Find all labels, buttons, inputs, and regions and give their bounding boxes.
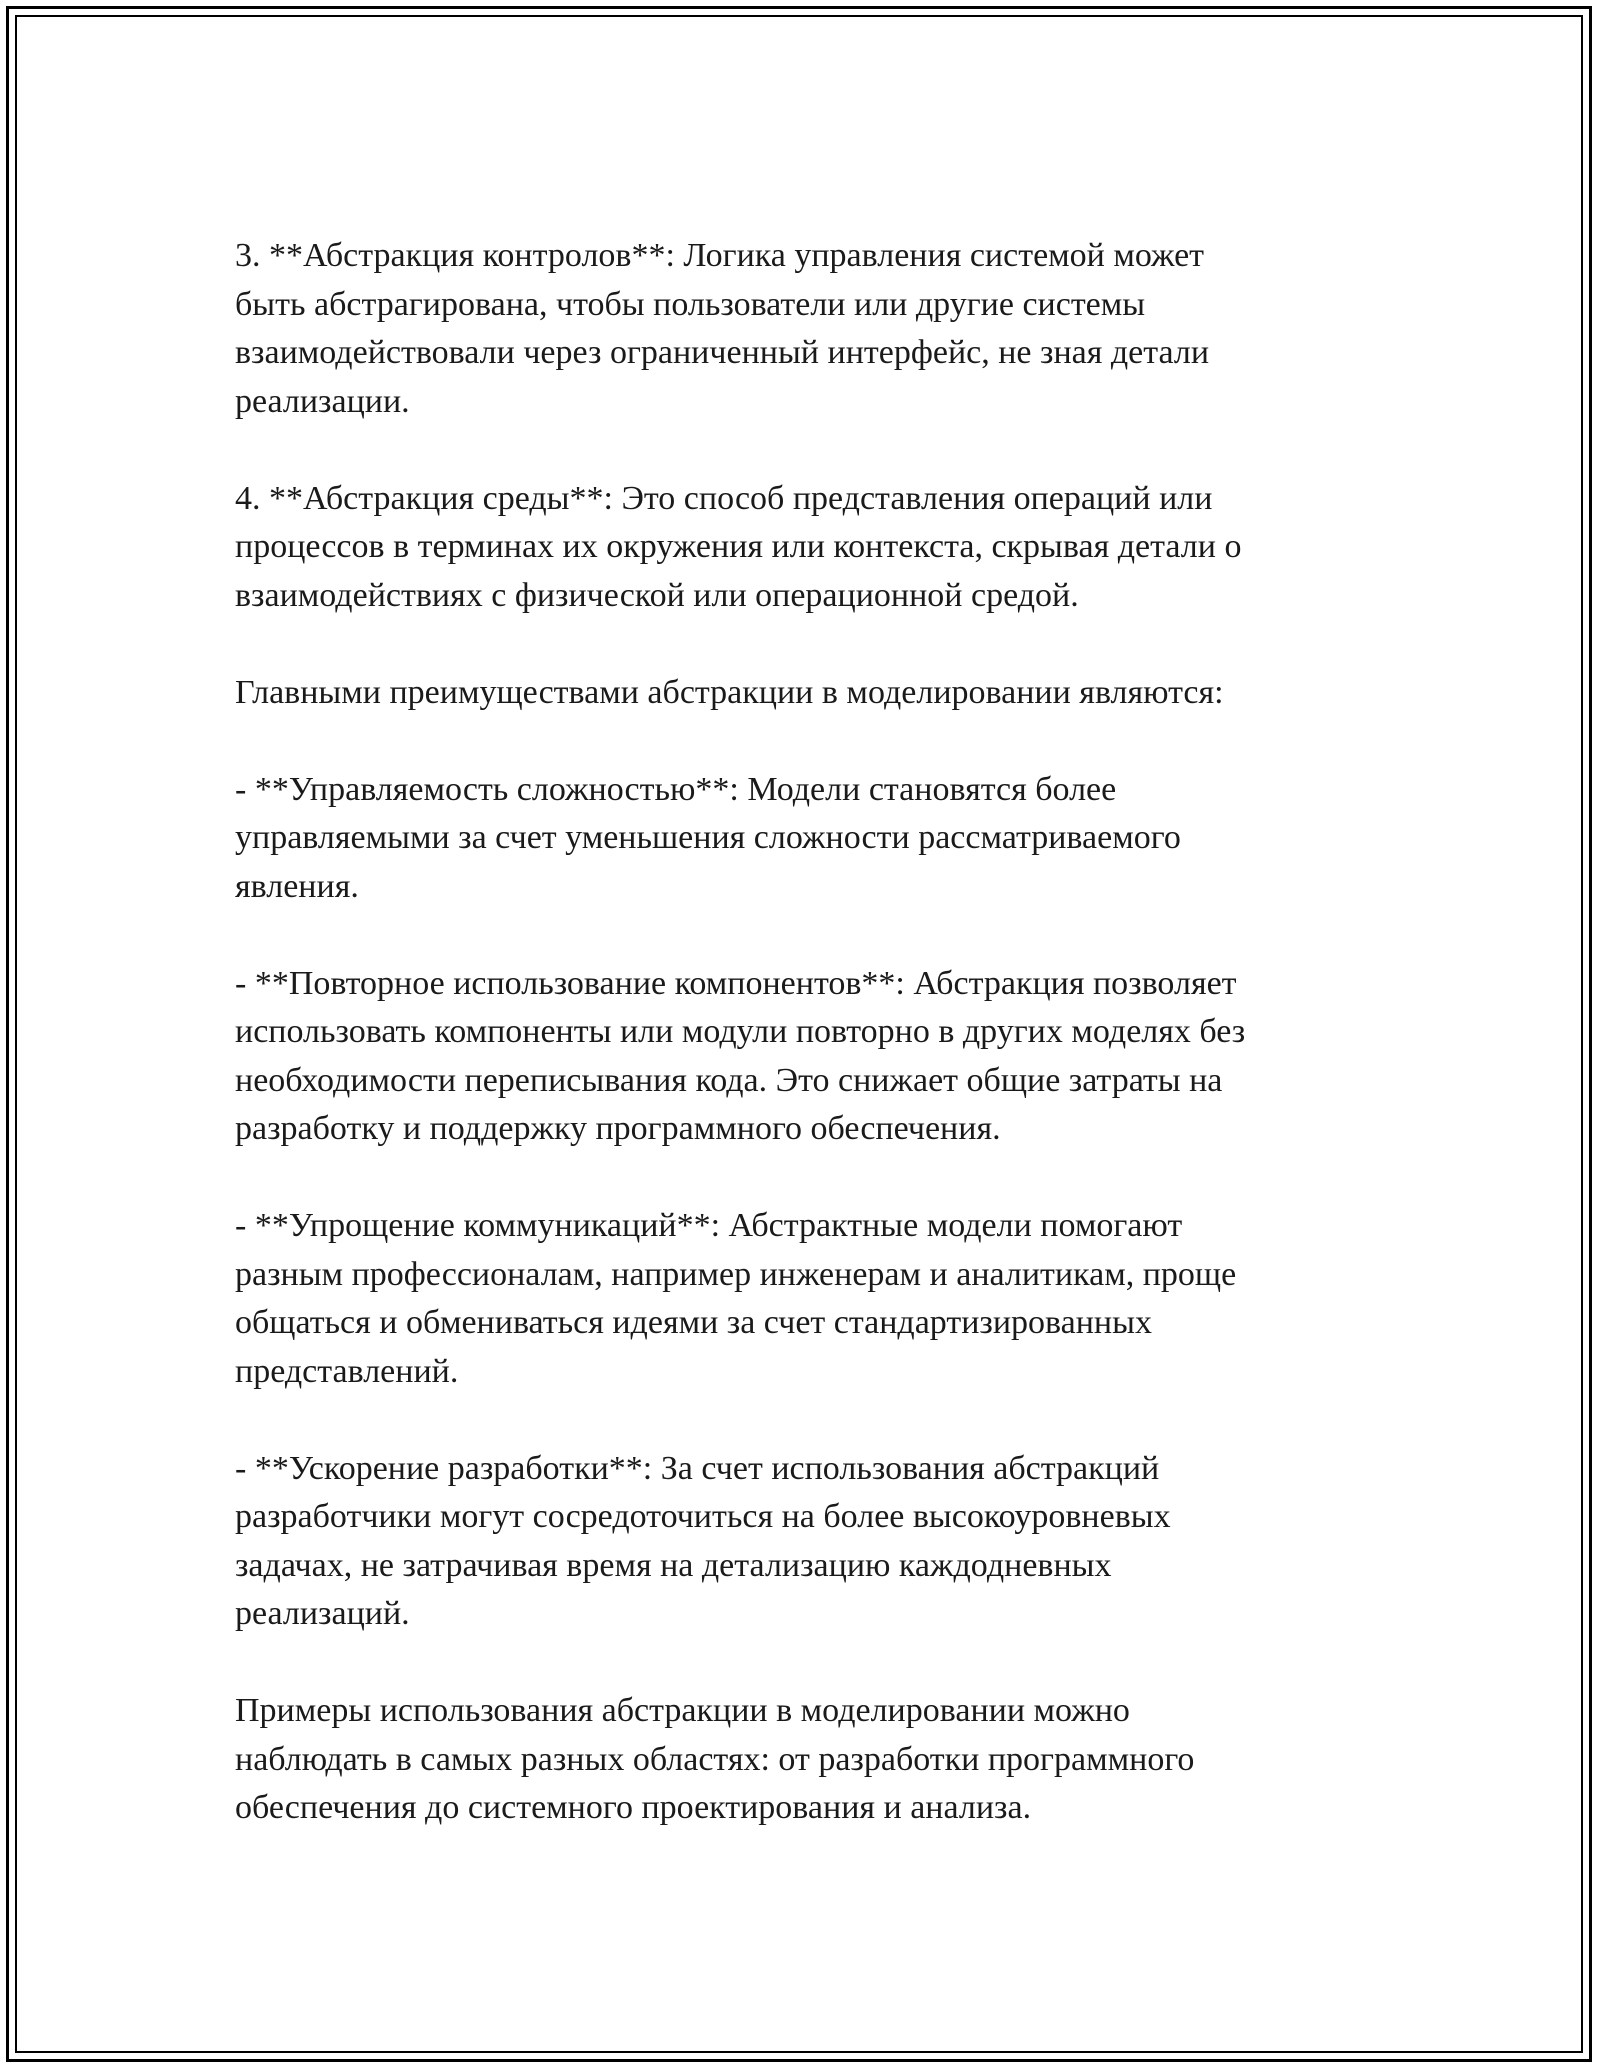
text-line: явления. xyxy=(235,867,359,905)
text-line: Главными преимуществами абстракции в моделировании являются: xyxy=(235,673,1224,711)
text-line: реализации. xyxy=(235,382,410,420)
text-line: быть абстрагирована, чтобы пользователи или другие системы xyxy=(235,285,1146,323)
text-line: наблюдать в самых разных областях: от разработки программного xyxy=(235,1740,1195,1778)
text-line: - **Управляемость сложностью**: Модели становятся более xyxy=(235,770,1117,808)
text-line: 3. **Абстракция контролов**: Логика управления системой может xyxy=(235,237,1205,274)
text-line: необходимости переписывания кода. Это снижает общие затраты на xyxy=(235,1061,1223,1099)
text-line: процессов в терминах их окружения или контекста, скрывая детали о xyxy=(235,528,1242,565)
paragraph-usage-examples xyxy=(235,1687,1375,1833)
text-line: управляемыми за счет уменьшения сложности рассматриваемого xyxy=(235,819,1181,856)
text-line: разработку и поддержку программного обеспечения. xyxy=(235,1110,1001,1147)
paragraph-environment-abstraction xyxy=(235,475,1375,621)
text-line: - **Повторное использование компонентов**: Абстракция позволяет xyxy=(235,964,1237,1002)
paragraph-development-acceleration xyxy=(235,1445,1375,1639)
text-line: - **Ускорение разработки**: За счет использования абстракций xyxy=(235,1449,1160,1487)
text-line: реализаций. xyxy=(235,1595,410,1632)
text-line: разработчики могут сосредоточиться на более высокоуровневых xyxy=(235,1498,1171,1535)
text-line: обеспечения до системного проектирования и анализа. xyxy=(235,1789,1032,1826)
text-line: использовать компоненты или модули повторно в других моделях без xyxy=(235,1013,1246,1050)
paragraph-benefits-intro xyxy=(235,669,1375,718)
text-line: задачах, не затрачивая время на детализацию каждодневных xyxy=(235,1546,1112,1584)
paragraph-communication-simplification xyxy=(235,1202,1375,1396)
text-line: Примеры использования абстракции в моделировании можно xyxy=(235,1692,1130,1729)
text-line: представлений. xyxy=(235,1352,459,1390)
text-line: взаимодействиях с физической или операционной средой. xyxy=(235,576,1079,614)
text-line: 4. **Абстракция среды**: Это способ представления операций или xyxy=(235,479,1213,517)
paragraph-complexity-management xyxy=(235,766,1375,912)
text-line: взаимодействовали через ограниченный интерфейс, не зная детали xyxy=(235,334,1210,371)
document-body xyxy=(235,232,1375,1833)
text-line: разным профессионалам, например инженерам и аналитикам, проще xyxy=(235,1255,1237,1293)
paragraph-component-reuse xyxy=(235,960,1375,1154)
text-line: - **Упрощение коммуникаций**: Абстрактные модели помогают xyxy=(235,1207,1183,1244)
text-line: общаться и обмениваться идеями за счет стандартизированных xyxy=(235,1304,1152,1341)
paragraph-control-abstraction xyxy=(235,232,1375,426)
